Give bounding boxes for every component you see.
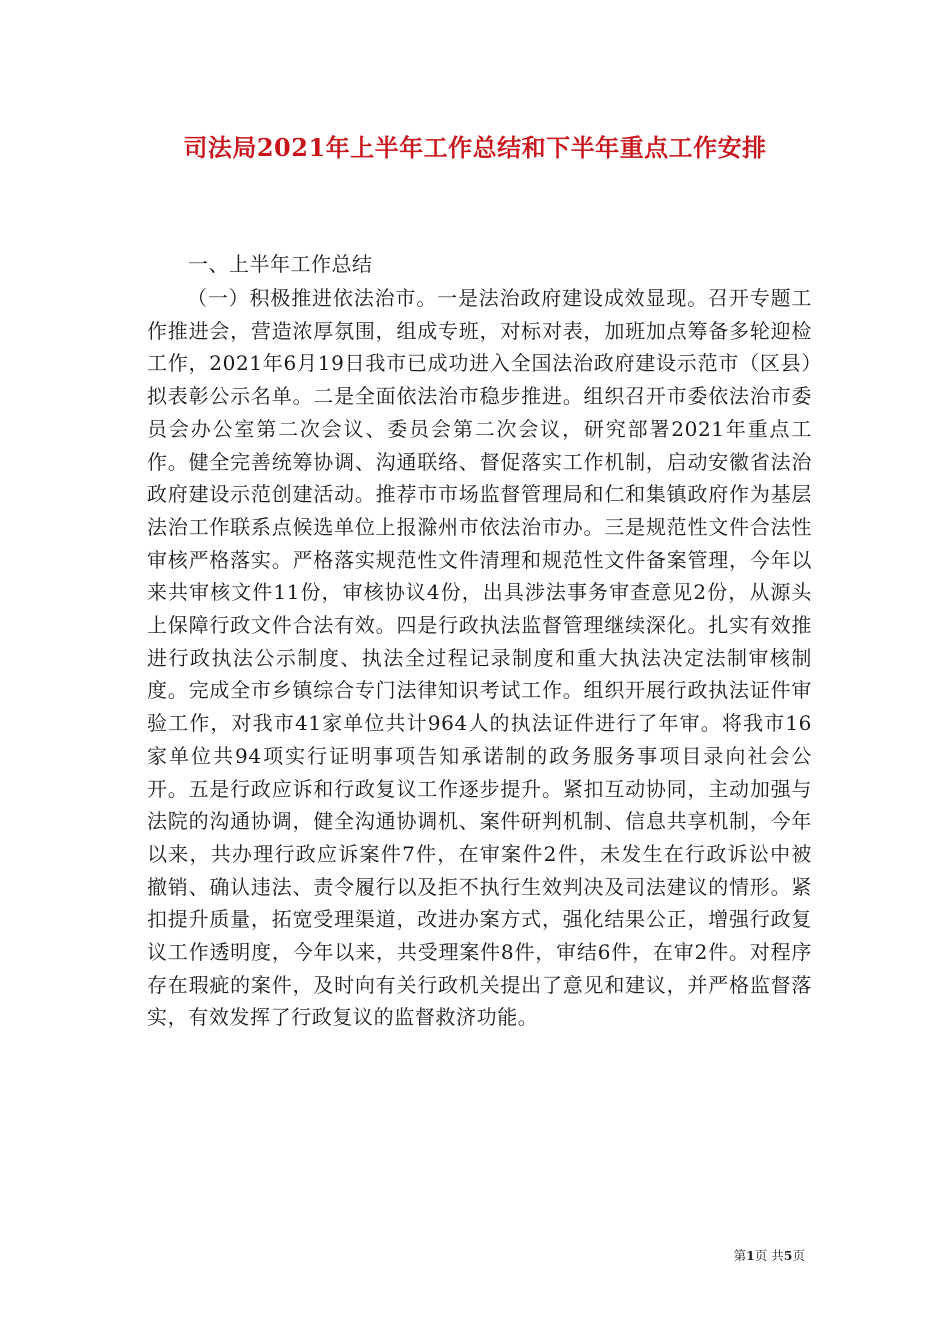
total-pages-number: 5 — [783, 1248, 793, 1263]
current-page-number: 1 — [746, 1248, 755, 1263]
footer-middle: 页 共 — [754, 1248, 784, 1263]
document-title: 司法局2021年上半年工作总结和下半年重点工作安排 — [183, 133, 767, 162]
page-footer — [734, 1246, 805, 1264]
footer-suffix: 页 — [792, 1248, 805, 1263]
footer-prefix: 第 — [733, 1248, 747, 1263]
section-heading: 一、上半年工作总结 — [188, 252, 373, 276]
body-paragraph: （一）积极推进依法治市。一是法治政府建设成效显现。召开专题工作推进会，营造浓厚氛围，组成专班，对标对表，加班加点筹备多轮迎检工作，2021年6月19日我市已成功进入全国法治政府建设示范市（区县）拟表彰公示名单。二是全面依法治市稳步推进。组织召开市委依法治市委员会办公室第二次会议、委员会第二次会议，研究部署2021年重点工作。健全完善统筹协调、沟通联络、督促落实工作机制，启动安徽省法治政府建设示范创建活动。推荐市市场监督管理局和仁和集镇政府作为基层法治工作联系点候选单位上报滁州市依法治市办。三是规范性文件合法性审核严格落实。严格落实规范性文件清理和规范性文件备案管理，今年以来共审核文件11份，审核协议4份，出具涉法事务审查意见2份，从源头上保障行政文件合法有效。四是行政执法监督管理继续深化。扎实有效推进行政执法公示制度、执法全过程记录制度和重大执法决定法制审核制度。完成全市乡镇综合专门法律知识考试工作。组织开展行政执法证件审验工作，对我市41家单位共计964人的执法证件进行了年审。将我市16家单位共94项实行证明事项告知承诺制的政务服务事项目录向社会公开。五是行政应诉和行政复议工作逐步提升。紧扣互动协同，主动加强与法院的沟通协调，健全沟通协调机、案件研判机制、信息共享机制，今年以来，共办理行政应诉案件7件，在审案件2件，未发生在行政诉讼中被撤销、确认违法、责令履行以及拒不执行生效判决及司法建议的情形。紧扣提升质量，拓宽受理渠道，改进办案方式，强化结果公正，增强行政复议工作透明度，今年以来，共受理案件8件，审结6件，在审2件。对程序存在瑕疵的案件，及时向有关行政机关提出了意见和建议，并严格监督落实，有效发挥了行政复议的监督救济功能。 — [147, 286, 812, 1030]
